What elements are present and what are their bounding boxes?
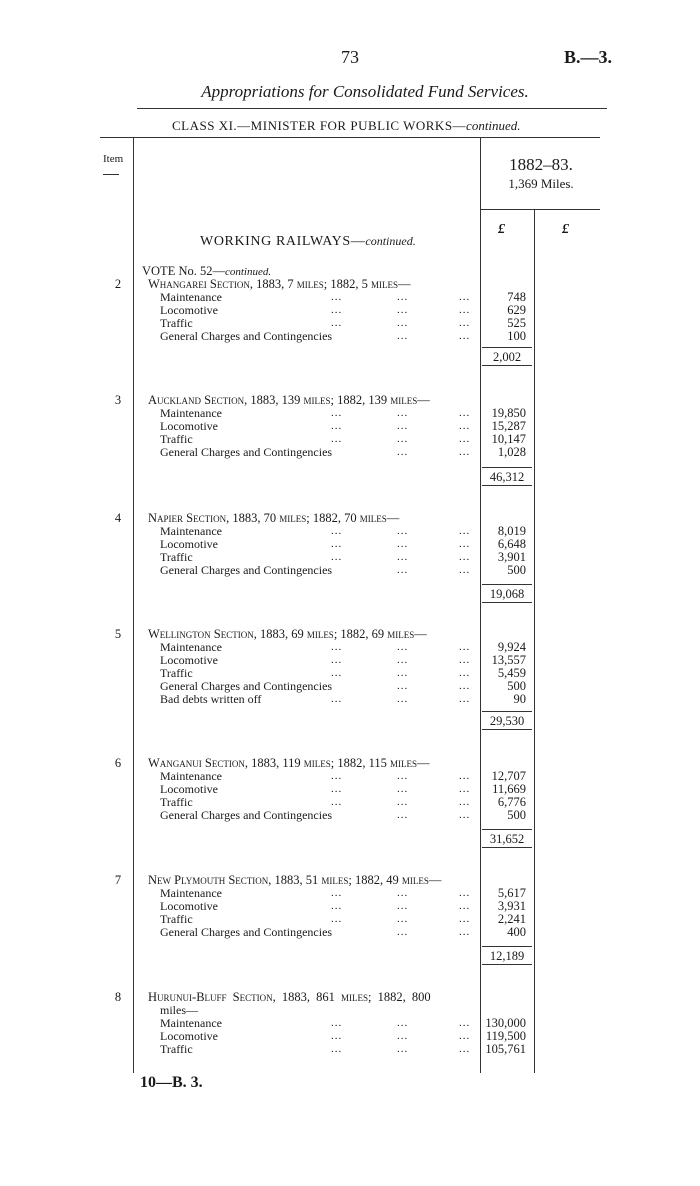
line-item <box>0 551 700 564</box>
line-label: Traffic <box>160 1042 193 1056</box>
leader-dots: ... <box>459 913 471 925</box>
leader-dots: ... <box>331 1030 343 1042</box>
section-title-continued: continued. <box>365 234 416 248</box>
vote-heading-continued: continued. <box>224 266 272 278</box>
line-label: General Charges and Contingencies <box>160 445 333 459</box>
line-amount: 5,459 <box>497 666 526 680</box>
leader-dots: ... <box>397 900 409 912</box>
leader-dots: ... <box>331 1043 343 1055</box>
item-number: 4 <box>114 511 122 525</box>
leader-dots: ... <box>459 680 471 692</box>
line-amount: 8,019 <box>497 524 526 538</box>
line-amount: 500 <box>507 808 526 822</box>
line-label: Locomotive <box>160 537 218 551</box>
line-amount: 525 <box>507 316 526 330</box>
section-name: Auckland Section, 1883, 139 miles; 1882, 139 miles— <box>148 393 430 407</box>
section-row <box>0 991 700 1004</box>
line-label: Bad debts written off <box>160 692 262 706</box>
line-amount: 6,776 <box>497 795 526 809</box>
leader-dots: ... <box>397 304 409 316</box>
section-title <box>200 234 416 250</box>
line-amount: 6,648 <box>497 537 526 551</box>
leader-dots: ... <box>331 796 343 808</box>
section-total: 31,652 <box>482 829 532 848</box>
line-label: General Charges and Contingencies <box>160 563 333 577</box>
line-amount: 748 <box>507 290 526 304</box>
pound-symbol-col2: £ <box>562 222 569 237</box>
section-name: Whangarei Section, 1883, 7 miles; 1882, 5 miles— <box>148 277 411 291</box>
leader-dots: ... <box>331 770 343 782</box>
leader-dots: ... <box>459 770 471 782</box>
line-item <box>0 680 700 693</box>
section-row <box>0 874 700 887</box>
footer-signature: 10—B. 3. <box>140 1074 203 1091</box>
line-label: Maintenance <box>160 769 222 783</box>
line-item <box>0 538 700 551</box>
header-rule <box>137 108 607 109</box>
leader-dots: ... <box>397 291 409 303</box>
vote-heading-text: VOTE No. 52— <box>142 264 225 278</box>
leader-dots: ... <box>331 913 343 925</box>
line-label: Traffic <box>160 432 193 446</box>
line-item <box>0 693 700 706</box>
leader-dots: ... <box>459 887 471 899</box>
section-row <box>0 628 700 641</box>
running-title: Appropriations for Consolidated Fund Services. <box>201 82 529 101</box>
line-amount: 130,000 <box>485 1016 526 1030</box>
line-label: Locomotive <box>160 303 218 317</box>
section-total: 46,312 <box>482 467 532 486</box>
section-name: Wellington Section, 1883, 69 miles; 1882, 69 miles— <box>148 627 427 641</box>
line-item <box>0 1017 700 1030</box>
line-label: Traffic <box>160 550 193 564</box>
leader-dots: ... <box>397 654 409 666</box>
leader-dots: ... <box>459 1043 471 1055</box>
leader-dots: ... <box>331 641 343 653</box>
class-heading-continued: continued. <box>466 118 521 133</box>
line-item <box>0 291 700 304</box>
leader-dots: ... <box>331 317 343 329</box>
leader-dots: ... <box>397 525 409 537</box>
leader-dots: ... <box>331 538 343 550</box>
item-number: 3 <box>114 393 122 407</box>
leader-dots: ... <box>459 667 471 679</box>
leader-dots: ... <box>331 525 343 537</box>
line-label: General Charges and Contingencies <box>160 925 333 939</box>
leader-dots: ... <box>459 809 471 821</box>
leader-dots: ... <box>459 304 471 316</box>
line-label: Maintenance <box>160 1016 222 1030</box>
leader-dots: ... <box>331 551 343 563</box>
leader-dots: ... <box>331 1017 343 1029</box>
leader-dots: ... <box>331 291 343 303</box>
year-header-rule <box>480 209 600 210</box>
line-item <box>0 304 700 317</box>
leader-dots: ... <box>331 654 343 666</box>
leader-dots: ... <box>459 525 471 537</box>
line-label: General Charges and Contingencies <box>160 679 333 693</box>
leader-dots: ... <box>459 564 471 576</box>
leader-dots: ... <box>397 641 409 653</box>
leader-dots: ... <box>331 420 343 432</box>
leader-dots: ... <box>397 446 409 458</box>
leader-dots: ... <box>397 770 409 782</box>
line-label: Maintenance <box>160 640 222 654</box>
leader-dots: ... <box>397 551 409 563</box>
line-label: General Charges and Contingencies <box>160 329 333 343</box>
line-amount: 2,241 <box>497 912 526 926</box>
class-heading-text: CLASS XI.—MINISTER FOR PUBLIC WORKS— <box>172 118 467 133</box>
leader-dots: ... <box>459 654 471 666</box>
leader-dots: ... <box>459 407 471 419</box>
line-item <box>0 809 700 822</box>
leader-dots: ... <box>459 926 471 938</box>
leader-dots: ... <box>459 693 471 705</box>
leader-dots: ... <box>397 330 409 342</box>
line-item <box>0 770 700 783</box>
line-amount: 15,287 <box>491 419 526 433</box>
leader-dots: ... <box>397 1043 409 1055</box>
item-number: 8 <box>114 990 122 1004</box>
line-amount: 19,850 <box>491 406 526 420</box>
section-name: Wanganui Section, 1883, 119 miles; 1882, 115 miles— <box>148 756 430 770</box>
leader-dots: ... <box>459 291 471 303</box>
line-item <box>0 796 700 809</box>
leader-dots: ... <box>459 330 471 342</box>
section-total: 12,189 <box>482 946 532 965</box>
leader-dots: ... <box>331 304 343 316</box>
leader-dots: ... <box>331 667 343 679</box>
section-total: 2,002 <box>482 347 532 366</box>
item-number: 7 <box>114 873 122 887</box>
leader-dots: ... <box>397 407 409 419</box>
line-item <box>0 420 700 433</box>
section-total: 19,068 <box>482 584 532 603</box>
leader-dots: ... <box>459 551 471 563</box>
line-amount: 105,761 <box>485 1042 526 1056</box>
line-item <box>0 926 700 939</box>
line-amount: 500 <box>507 679 526 693</box>
leader-dots: ... <box>459 641 471 653</box>
line-label: Locomotive <box>160 899 218 913</box>
line-label: Locomotive <box>160 419 218 433</box>
item-number: 2 <box>114 277 122 291</box>
line-label: Traffic <box>160 912 193 926</box>
line-item <box>0 1030 700 1043</box>
section-row <box>0 757 700 770</box>
leader-dots: ... <box>331 693 343 705</box>
line-amount: 90 <box>513 692 526 706</box>
line-label: Traffic <box>160 666 193 680</box>
section-title-text: WORKING RAILWAYS— <box>200 234 366 249</box>
line-item <box>0 887 700 900</box>
line-label: Maintenance <box>160 524 222 538</box>
section-row <box>0 278 700 291</box>
class-heading <box>172 118 521 134</box>
line-item <box>0 783 700 796</box>
line-label: Traffic <box>160 316 193 330</box>
leader-dots: ... <box>397 538 409 550</box>
line-item <box>0 667 700 680</box>
pound-symbol-col1: £ <box>498 222 505 237</box>
line-amount: 119,500 <box>485 1029 526 1043</box>
section-name-cont: miles— <box>160 1003 198 1017</box>
leader-dots: ... <box>331 407 343 419</box>
line-item <box>0 525 700 538</box>
year-header: 1882–83. <box>509 155 573 174</box>
leader-dots: ... <box>459 446 471 458</box>
line-item <box>0 330 700 343</box>
page-number: 73 <box>341 47 359 67</box>
line-label: Maintenance <box>160 290 222 304</box>
leader-dots: ... <box>397 564 409 576</box>
leader-dots: ... <box>459 1030 471 1042</box>
section-name-continuation <box>0 1004 700 1017</box>
section-name: New Plymouth Section, 1883, 51 miles; 1882, 49 miles— <box>148 873 442 887</box>
line-item <box>0 446 700 459</box>
line-label: Locomotive <box>160 1029 218 1043</box>
line-item <box>0 1043 700 1056</box>
line-amount: 500 <box>507 563 526 577</box>
leader-dots: ... <box>459 783 471 795</box>
leader-dots: ... <box>397 926 409 938</box>
item-number: 5 <box>114 627 122 641</box>
line-label: General Charges and Contingencies <box>160 808 333 822</box>
leader-dots: ... <box>397 1017 409 1029</box>
leader-dots: ... <box>397 680 409 692</box>
line-item <box>0 913 700 926</box>
line-item <box>0 317 700 330</box>
leader-dots: ... <box>331 783 343 795</box>
line-item <box>0 641 700 654</box>
leader-dots: ... <box>397 887 409 899</box>
leader-dots: ... <box>397 667 409 679</box>
line-amount: 100 <box>507 329 526 343</box>
line-amount: 11,669 <box>492 782 526 796</box>
leader-dots: ... <box>397 783 409 795</box>
leader-dots: ... <box>397 693 409 705</box>
leader-dots: ... <box>397 420 409 432</box>
leader-dots: ... <box>331 900 343 912</box>
leader-dots: ... <box>459 538 471 550</box>
line-amount: 13,557 <box>491 653 526 667</box>
line-item <box>0 407 700 420</box>
line-amount: 3,931 <box>497 899 526 913</box>
leader-dots: ... <box>331 433 343 445</box>
leader-dots: ... <box>459 433 471 445</box>
leader-dots: ... <box>459 796 471 808</box>
line-label: Locomotive <box>160 653 218 667</box>
line-amount: 5,617 <box>497 886 526 900</box>
line-amount: 1,028 <box>497 445 526 459</box>
item-header-underline <box>103 174 119 175</box>
line-amount: 9,924 <box>497 640 526 654</box>
line-amount: 629 <box>507 303 526 317</box>
leader-dots: ... <box>397 1030 409 1042</box>
item-column-header: Item <box>103 153 124 165</box>
section-total: 29,530 <box>482 711 532 730</box>
leader-dots: ... <box>397 913 409 925</box>
section-row <box>0 512 700 525</box>
miles-header: 1,369 Miles. <box>508 176 574 191</box>
leader-dots: ... <box>397 809 409 821</box>
leader-dots: ... <box>397 796 409 808</box>
line-label: Maintenance <box>160 886 222 900</box>
section-row <box>0 394 700 407</box>
line-item <box>0 564 700 577</box>
leader-dots: ... <box>459 420 471 432</box>
line-label: Traffic <box>160 795 193 809</box>
line-amount: 400 <box>507 925 526 939</box>
leader-dots: ... <box>459 900 471 912</box>
line-amount: 10,147 <box>491 432 526 446</box>
leader-dots: ... <box>459 1017 471 1029</box>
table-top-rule <box>100 137 600 138</box>
line-item <box>0 654 700 667</box>
document-reference: B.—3. <box>563 47 612 67</box>
line-amount: 3,901 <box>497 550 526 564</box>
section-name: Napier Section, 1883, 70 miles; 1882, 70 miles— <box>148 511 400 525</box>
line-item <box>0 433 700 446</box>
line-item <box>0 900 700 913</box>
leader-dots: ... <box>397 317 409 329</box>
leader-dots: ... <box>459 317 471 329</box>
item-number: 6 <box>114 756 122 770</box>
leader-dots: ... <box>397 433 409 445</box>
line-label: Maintenance <box>160 406 222 420</box>
line-label: Locomotive <box>160 782 218 796</box>
line-amount: 12,707 <box>491 769 526 783</box>
section-name: Hurunui-Bluff Section, 1883, 861 miles; 1882, 800 <box>148 990 431 1004</box>
leader-dots: ... <box>331 887 343 899</box>
